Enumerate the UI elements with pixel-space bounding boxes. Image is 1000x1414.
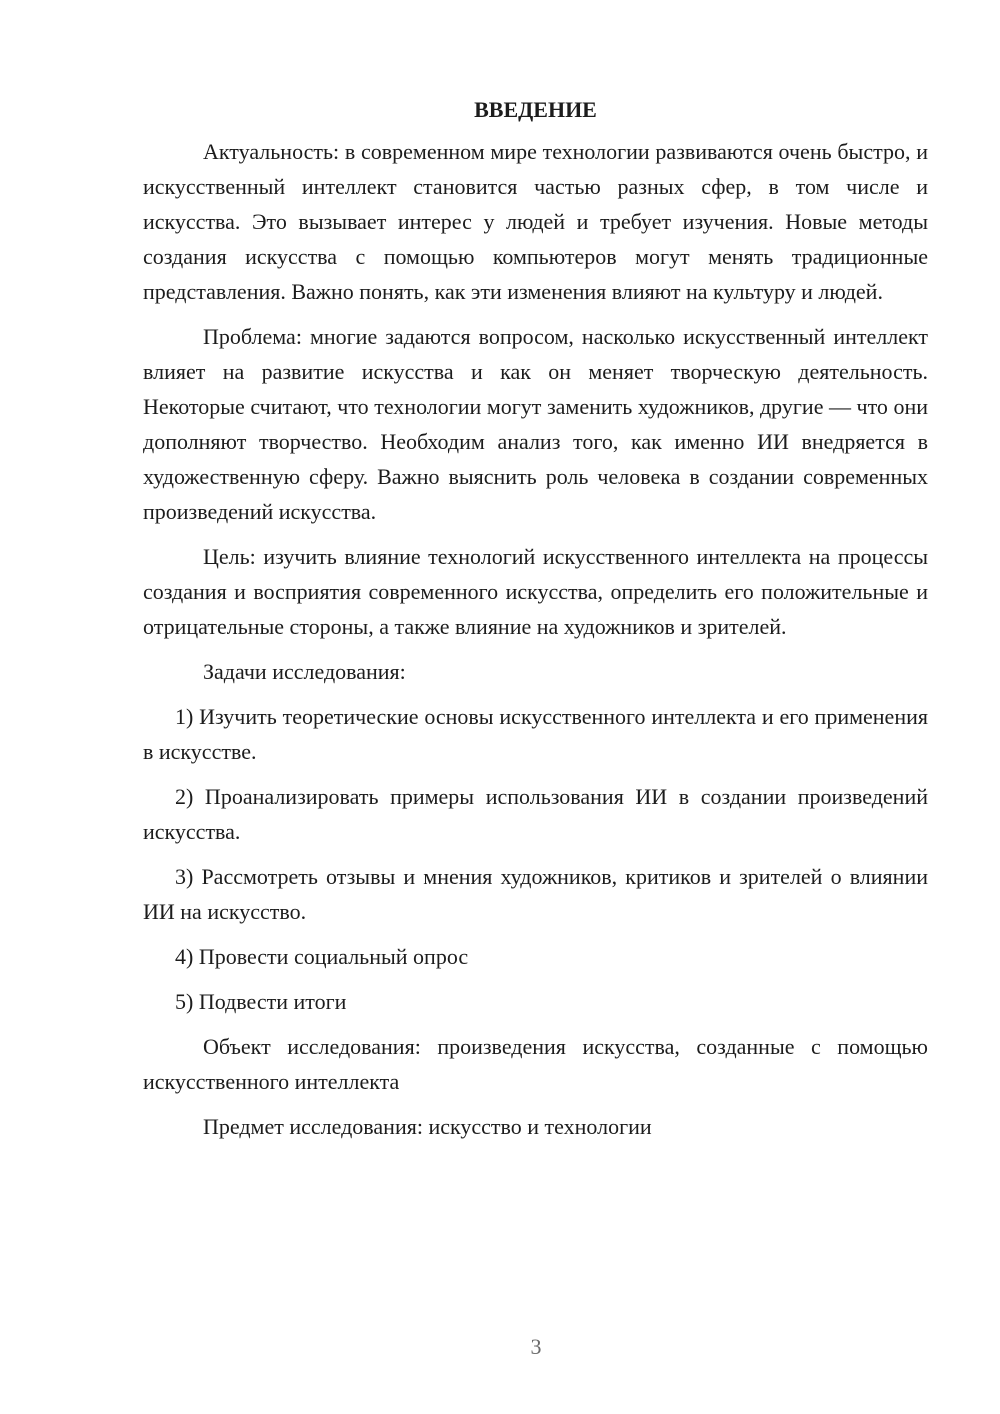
tasks-list <box>143 699 928 1019</box>
task-item: 4) Провести социальный опрос <box>175 944 469 969</box>
page-heading: ВВЕДЕНИЕ <box>474 97 597 122</box>
task-item: 3) Рассмотреть отзывы и мнения художников, критиков и зрителей о влиянии ИИ на искусство. <box>143 864 928 924</box>
tasks-title: Задачи исследования: <box>203 659 406 684</box>
object-paragraph: Объект исследования: произведения искусства, созданные с помощью искусственного интеллекта <box>143 1034 928 1094</box>
task-item: 1) Изучить теоретические основы искусственного интеллекта и его применения в искусстве. <box>143 704 928 764</box>
page-content <box>143 94 928 1154</box>
task-item: 2) Проанализировать примеры использования ИИ в создании произведений искусства. <box>143 784 928 844</box>
problem-paragraph: Проблема: многие задаются вопросом, насколько искусственный интеллект влияет на развитие искусства и как он меняет творческую деятельность. Некоторые считают, что технологии могут заменить художников, другие — что они дополняют творчество. Необходим анализ того, как именно ИИ внедряется в художественную сферу. Важно выяснить роль человека в создании современных произведений искусства. <box>143 324 928 524</box>
subject-paragraph: Предмет исследования: искусство и технологии <box>203 1114 652 1139</box>
relevance-paragraph: Актуальность: в современном мире технологии развиваются очень быстро, и искусственный интеллект становится частью разных сфер, в том числе и искусства. Это вызывает интерес у людей и требует изучения. Новые методы создания искусства с помощью компьютеров могут менять традиционные представления. Важно понять, как эти изменения влияют на культуру и людей. <box>143 139 928 304</box>
goal-paragraph: Цель: изучить влияние технологий искусственного интеллекта на процессы создания и восприятия современного искусства, определить его положительные и отрицательные стороны, а также влияние на художников и зрителей. <box>143 544 928 639</box>
page-number: 3 <box>530 1334 542 1359</box>
task-item: 5) Подвести итоги <box>175 989 347 1014</box>
